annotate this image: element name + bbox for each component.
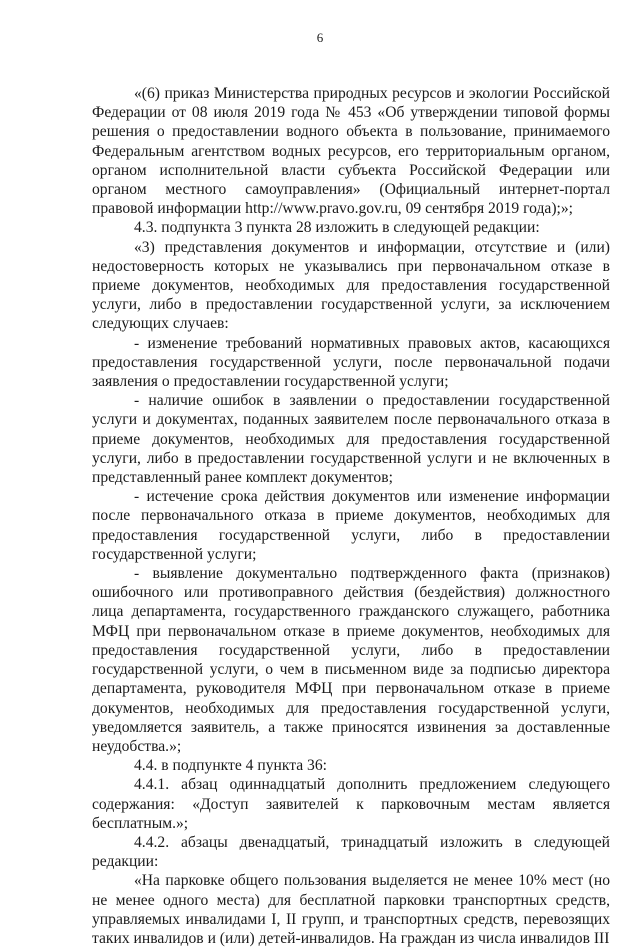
paragraph: «На парковке общего пользования выделяется не менее 10% мест (но не менее одного места) для бесплатной парковки транспортных средств, управляемых инвалидами I, II групп, и транспортных средств, перевозящих таких инвалидов и (или) детей-инвалидов. На граждан из числа инвалидов III: [92, 872, 610, 947]
paragraph: - изменение требований нормативных правовых актов, касающихся предоставления государственной услуги, после первоначальной подачи заявления о предоставлении государственной услуги;: [92, 334, 610, 391]
paragraph: «(6) приказ Министерства природных ресурсов и экологии Российской Федерации от 08 июля 2019 года № 453 «Об утверждении типовой формы решения о предоставлении водного объекта в пользование, принимаемого Федеральным агентством водных ресурсов, его территориальным органом, органом исполнительной власти субъекта Российской Федерации или органом местного самоуправления» (Официальный интернет-портал правовой информации http://www.pravo.gov.ru, 09 сентября 2019 года);»;: [92, 85, 610, 218]
paragraph: 4.4.1. абзац одиннадцатый дополнить предложением следующего содержания: «Доступ заявителей к парковочным местам является бесплатным.»;: [92, 776, 610, 832]
paragraph: 4.4. в подпункте 4 пункта 36:: [134, 757, 327, 775]
paragraph: «3) представления документов и информации, отсутствие и (или) недостоверность которых не указывались при первоначальном отказе в приеме документов, необходимых для предоставления государственной услуги, либо в предоставлении государственной услуги, за исключением следующих случаев:: [92, 238, 610, 333]
paragraph: - наличие ошибок в заявлении о предоставлении государственной услуги и документах, поданных заявителем после первоначального отказа в приеме документов, необходимых для предоставления государственной услуги, либо в предоставлении государственной услуги и не включенных в представленный ранее комплект документов;: [92, 392, 610, 487]
paragraph: 4.3. подпункта 3 пункта 28 изложить в следующей редакции:: [134, 219, 540, 237]
page-number: 6: [316, 30, 324, 45]
document-body: [92, 84, 610, 948]
paragraph: - выявление документально подтвержденного факта (признаков) ошибочного или противоправного действия (бездействия) должностного лица департамента, государственного гражданского служащего, работника МФЦ при первоначальном отказе в приеме документов, необходимых для предоставления государственной услуги, либо в предоставлении государственной услуги, о чем в письменном виде за подписью директора департамента, руководителя МФЦ при первоначальном отказе в приеме документов, необходимых для предоставления государственной услуги, уведомляется заявитель, а также приносятся извинения за доставленные неудобства.»;: [92, 565, 610, 755]
paragraph: 4.4.2. абзацы двенадцатый, тринадцатый изложить в следующей редакции:: [92, 833, 610, 871]
paragraph: - истечение срока действия документов или изменение информации после первоначального отказа в приеме документов, необходимых для предоставления государственной услуги, либо в предоставлении государственной услуги;: [92, 488, 610, 563]
